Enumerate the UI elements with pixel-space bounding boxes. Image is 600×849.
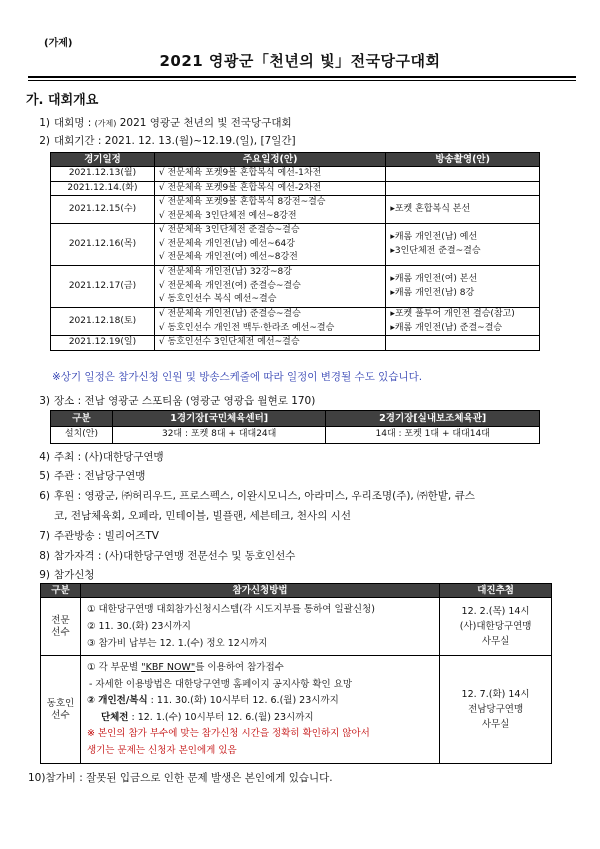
item-eligibility <box>30 550 295 563</box>
registration-table <box>40 583 552 764</box>
schedule-broadcast-item: ▸포켓 혼합복식 본선 <box>390 203 471 214</box>
schedule-broadcast-item: ▸캐롬 개인전(남) 준결~결승 <box>390 322 503 333</box>
reg-amateur-line-1 <box>87 660 433 677</box>
schedule-events <box>154 308 385 336</box>
schedule-event-item: √ 전문체육 포켓9볼 혼합복식 예선-2차전 <box>158 182 322 193</box>
page-title: 2021 영광군「천년의 빛」전국당구대회 <box>159 52 441 70</box>
reg-amateur-line-3-bold: ② 개인전/복식 <box>86 695 148 706</box>
schedule-events <box>154 224 385 266</box>
venue-cell-type: 설치(안) <box>51 427 113 444</box>
reg-pro-draw-2: (사)대한당구연맹 <box>459 621 532 632</box>
item-number: 5) <box>39 470 50 482</box>
reg-pro-line-2: ② 11. 30.(화) 23시까지 <box>86 621 191 632</box>
schedule-event-item: √ 전문체육 개인전(남) 예선~64강 <box>158 238 295 249</box>
schedule-broadcast <box>386 181 540 196</box>
reg-amateur-line-4 <box>87 710 433 727</box>
schedule-events <box>154 181 385 196</box>
schedule-broadcast <box>386 167 540 182</box>
schedule-event-item: √ 전문체육 개인전(여) 준결승~결승 <box>158 280 301 291</box>
item-venue <box>30 395 315 408</box>
item-sponsors-cont: 코, 전남체육회, 오페라, 민테이블, 빌플랜, 세븐테크, 천사의 시선 <box>54 510 351 522</box>
schedule-date: 2021.12.19(일) <box>51 336 155 351</box>
reg-header-method: 참가신청방법 <box>80 584 439 598</box>
reg-amateur-draw <box>440 656 552 764</box>
reg-amateur-line-3 <box>87 693 433 710</box>
item-number: 1) <box>39 117 50 129</box>
reg-amateur-line-4-bold: 단체전 <box>100 711 129 723</box>
schedule-event-item: √ 전문체육 개인전(여) 예선~8강전 <box>158 252 298 263</box>
schedule-event-item: √ 전문체육 3인단체전 예선~8강전 <box>158 210 297 221</box>
item-sponsors <box>30 490 475 503</box>
item-text: 주관 : 전남당구연맹 <box>54 470 146 482</box>
schedule-event-item: √ 전문체육 개인전(남) 32강~8강 <box>158 267 292 278</box>
section-title: 가. 대회개요 <box>26 93 99 108</box>
reg-header-type: 구분 <box>41 584 81 598</box>
reg-pro-label-1: 전문 <box>51 614 70 626</box>
item-number: 4) <box>39 451 50 463</box>
venue-cell-hall2: 14대 : 포켓 1대 + 대대14대 <box>326 427 540 444</box>
title-tag: (가제) <box>44 38 73 49</box>
item-organizer <box>30 470 145 483</box>
reg-amateur-label-1: 동호인 <box>46 697 75 709</box>
item-number: 3) <box>39 395 50 407</box>
schedule-row <box>51 308 540 336</box>
schedule-row <box>51 266 540 308</box>
schedule-row <box>51 181 540 196</box>
schedule-event-item: √ 전문체육 포켓9볼 혼합복식 8강전~결승 <box>158 197 326 207</box>
schedule-date: 2021.12.18(토) <box>51 308 155 336</box>
item-number: 6) <box>39 490 50 502</box>
reg-amateur-method <box>80 656 439 764</box>
schedule-event-item: √ 동호인선수 복식 예선~결승 <box>158 294 277 305</box>
schedule-events <box>154 266 385 308</box>
reg-pro-label-2: 선수 <box>51 626 70 638</box>
item-text: 대회기간 : 2021. 12. 13.(월)~12.19.(일), [7일간] <box>54 135 296 147</box>
reg-amateur-label <box>41 656 81 764</box>
item-fee: 10)참가비 : 잘못된 입금으로 인한 문제 발생은 본인에게 있습니다. <box>28 772 333 784</box>
schedule-event-item: √ 전문체육 포켓9볼 혼합복식 예선-1차전 <box>158 168 322 178</box>
schedule-date: 2021.12.14.(화) <box>51 181 155 196</box>
reg-pro-method <box>80 598 439 656</box>
reg-amateur-draw-3: 사무실 <box>481 719 510 730</box>
item-number: 8) <box>39 550 50 562</box>
item-text: 참가자격 : (사)대한당구연맹 전문선수 및 동호인선수 <box>54 550 296 562</box>
schedule-event-item: √ 동호인선수 개인전 백두·한라조 예선~결승 <box>158 322 335 333</box>
reg-amateur-draw-1: 12. 7.(화) 14시 <box>461 689 530 700</box>
schedule-header-events: 주요일정(안) <box>154 153 385 167</box>
schedule-date: 2021.12.17(금) <box>51 266 155 308</box>
title-rule <box>28 76 576 78</box>
schedule-events <box>154 167 385 182</box>
schedule-note: ※상기 일정은 참가신청 인원 및 방송스케줄에 따라 일정이 변경될 수도 있습니다. <box>52 371 423 383</box>
schedule-events <box>154 196 385 224</box>
reg-amateur-draw-2: 전남당구연맹 <box>468 704 524 715</box>
reg-amateur-line-4-rest: : 12. 1.(수) 10시부터 12. 6.(월) 23시까지 <box>128 711 314 723</box>
schedule-table <box>50 152 540 351</box>
item-small-tag: (가제) <box>94 119 117 128</box>
item-broadcaster <box>30 530 159 543</box>
reg-pro-line-1: ① 대한당구연맹 대회참가신청시스템(각 시도지부를 통하여 일괄신청) <box>86 604 375 615</box>
reg-amateur-warning-2: 생기는 문제는 신청자 본인에게 있음 <box>86 744 237 756</box>
item-period <box>30 135 296 148</box>
reg-amateur-label-2: 선수 <box>51 709 70 721</box>
title-rule-thin <box>28 80 576 81</box>
reg-pro-draw-3: 사무실 <box>481 636 510 647</box>
schedule-broadcast <box>386 224 540 266</box>
schedule-event-item: √ 전문체육 3인단체전 준결승~결승 <box>158 225 300 236</box>
item-registration <box>30 569 95 582</box>
schedule-header-date: 경기일정 <box>51 153 155 167</box>
schedule-broadcast <box>386 336 540 351</box>
item-label: 대회명 : <box>54 117 92 129</box>
reg-pro-line-3: ③ 참가비 납부는 12. 1.(수) 정오 12시까지 <box>86 638 268 649</box>
schedule-row <box>51 196 540 224</box>
item-text: 주최 : (사)대한당구연맹 <box>54 451 164 463</box>
reg-pro-draw-1: 12. 2.(목) 14시 <box>461 606 530 617</box>
schedule-date: 2021.12.13(월) <box>51 167 155 182</box>
schedule-broadcast-item: ▸3인단체전 준결~결승 <box>390 245 481 256</box>
item-number: 9) <box>39 569 50 581</box>
item-host <box>30 451 164 464</box>
venue-table <box>50 410 540 444</box>
schedule-date: 2021.12.16(목) <box>51 224 155 266</box>
schedule-row <box>51 167 540 182</box>
reg-amateur-warning-1: ※ 본인의 참가 부수에 맞는 참가신청 시간을 정확히 확인하지 않아서 <box>86 728 370 739</box>
kbf-now-link[interactable]: "KBF NOW" <box>141 662 196 673</box>
reg-pro-label <box>41 598 81 656</box>
item-text: 후원 : 영광군, ㈜허리우드, 프로스펙스, 이완시모니스, 아라미스, 우리조명(주), ㈜한밭, 큐스 <box>54 490 475 502</box>
schedule-broadcast <box>386 266 540 308</box>
schedule-broadcast <box>386 196 540 224</box>
schedule-header-broadcast: 방송촬영(안) <box>386 153 540 167</box>
schedule-row <box>51 336 540 351</box>
schedule-broadcast-item: ▸캐롬 개인전(여) 본선 <box>390 274 478 284</box>
reg-pro-draw <box>440 598 552 656</box>
schedule-events <box>154 336 385 351</box>
item-text: 장소 : 전남 영광군 스포티움 (영광군 영광읍 월현로 170) <box>54 395 316 407</box>
schedule-broadcast-item: ▸캐롬 개인전(남) 예선 <box>390 232 478 242</box>
schedule-broadcast-item: ▸캐롬 개인전(남) 8강 <box>390 287 475 298</box>
item-number: 7) <box>39 530 50 542</box>
item-text: 2021 영광군 천년의 빛 전국당구대회 <box>119 117 292 129</box>
schedule-event-item: √ 동호인선수 3인단체전 예선~결승 <box>158 337 300 347</box>
reg-amateur-line-2: - 자세한 이용방법은 대한당구연맹 홈페이지 공지사항 확인 요망 <box>88 678 353 690</box>
item-text: 주관방송 : 빌리어즈TV <box>54 530 159 542</box>
reg-amateur-line-1-pre: ① 각 부문별 <box>86 662 142 673</box>
schedule-broadcast-item: ▸포켓 풀투어 개인전 결승(참고) <box>390 309 515 319</box>
venue-header-hall1: 1경기장[국민체육센터] <box>112 411 326 427</box>
item-text: 참가신청 <box>54 569 95 581</box>
venue-cell-hall1: 32대 : 포켓 8대 + 대대24대 <box>112 427 326 444</box>
schedule-event-item: √ 전문체육 개인전(남) 준결승~결승 <box>158 309 301 319</box>
reg-amateur-line-3-rest: : 11. 30.(화) 10시부터 12. 6.(월) 23시까지 <box>147 695 339 706</box>
schedule-row <box>51 224 540 266</box>
item-event-name <box>30 117 292 130</box>
venue-header-hall2: 2경기장[실내보조체육관] <box>326 411 540 427</box>
schedule-date: 2021.12.15(수) <box>51 196 155 224</box>
reg-header-draw: 대진추첨 <box>440 584 552 598</box>
reg-amateur-line-1-post: 를 이용하여 참가접수 <box>195 662 284 673</box>
item-number: 2) <box>39 135 50 147</box>
venue-header-type: 구분 <box>51 411 113 427</box>
schedule-broadcast <box>386 308 540 336</box>
